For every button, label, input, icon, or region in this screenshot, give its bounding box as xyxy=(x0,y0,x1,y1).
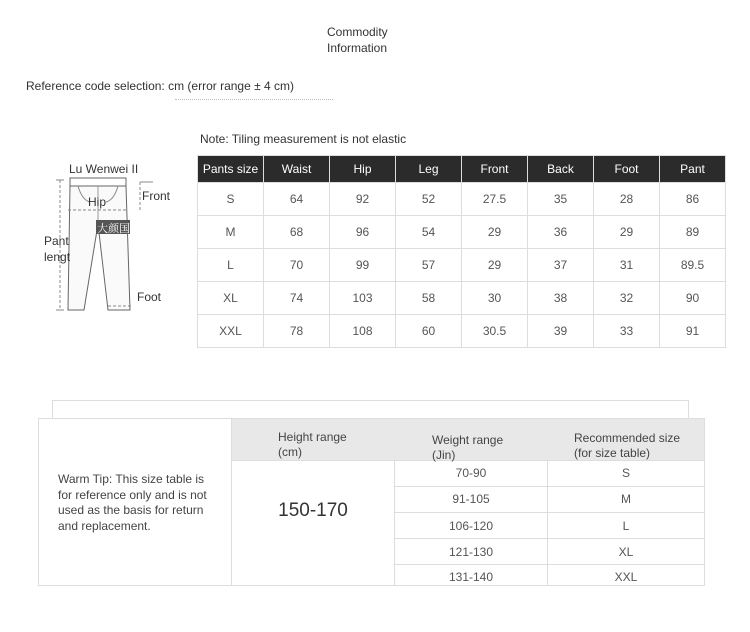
table-cell: 31 xyxy=(594,249,660,282)
size-table xyxy=(197,155,726,348)
warm-tip: Warm Tip: This size table is for reference only and is not used as the basis for return and replacement. xyxy=(58,472,207,533)
height-range-value: 150-170 xyxy=(278,500,348,521)
height-range-header xyxy=(278,430,347,460)
table-cell: 89.5 xyxy=(660,249,726,282)
weight-header-line-2: (Jin) xyxy=(432,448,456,462)
divider xyxy=(395,538,704,539)
table-cell: 58 xyxy=(396,282,462,315)
table-cell: 60 xyxy=(396,315,462,348)
table-cell: 37 xyxy=(528,249,594,282)
table-row xyxy=(198,249,726,282)
weight-cell: 106-120 xyxy=(448,519,494,533)
height-header-line-1: Height range xyxy=(278,430,347,444)
table-cell: 27.5 xyxy=(462,183,528,216)
header-front: Front xyxy=(462,156,528,183)
reference-note: Reference code selection: cm (error range ± 4 cm) xyxy=(26,79,295,93)
weight-range-header xyxy=(432,433,503,463)
table-cell: 52 xyxy=(396,183,462,216)
table-cell: 74 xyxy=(264,282,330,315)
page-title xyxy=(0,24,734,56)
table-cell: 29 xyxy=(594,216,660,249)
divider xyxy=(175,99,333,100)
weight-cell: 91-105 xyxy=(452,492,490,506)
header-leg: Leg xyxy=(396,156,462,183)
title-line-2: Information xyxy=(327,41,388,55)
table-cell: 103 xyxy=(330,282,396,315)
table-cell: 96 xyxy=(330,216,396,249)
table-cell: 54 xyxy=(396,216,462,249)
table-cell: 57 xyxy=(396,249,462,282)
header-hip: Hip xyxy=(330,156,396,183)
table-cell: 99 xyxy=(330,249,396,282)
size-table-header xyxy=(198,156,726,183)
header-pants-size: Pants size xyxy=(198,156,264,183)
illustration-label-foot: Foot xyxy=(137,290,162,304)
table-cell: 90 xyxy=(660,282,726,315)
size-cell: M xyxy=(621,492,631,506)
table-row xyxy=(198,216,726,249)
illustration-label-hip: Hip xyxy=(88,195,107,209)
size-cell: XXL xyxy=(614,570,638,584)
illustration-label-top: Lu Wenwei II xyxy=(69,162,139,176)
pants-illustration xyxy=(38,160,198,320)
table-cell: 36 xyxy=(528,216,594,249)
illustration-label-front: Front xyxy=(142,189,171,203)
header-back: Back xyxy=(528,156,594,183)
table-cell: L xyxy=(198,249,264,282)
table-cell: 78 xyxy=(264,315,330,348)
header-waist: Waist xyxy=(264,156,330,183)
illustration-label-length: lengt xyxy=(44,250,71,264)
table-row xyxy=(198,282,726,315)
table-cell: 30.5 xyxy=(462,315,528,348)
illustration-label-pant: Pant xyxy=(44,234,69,248)
table-cell: 70 xyxy=(264,249,330,282)
table-row xyxy=(198,315,726,348)
table-cell: 30 xyxy=(462,282,528,315)
header-pant: Pant xyxy=(660,156,726,183)
divider xyxy=(395,486,704,487)
divider xyxy=(395,512,704,513)
table-cell: 33 xyxy=(594,315,660,348)
table-cell: XXL xyxy=(198,315,264,348)
size-cell: L xyxy=(622,519,630,533)
tiling-note: Note: Tiling measurement is not elastic xyxy=(200,132,407,146)
table-cell: 38 xyxy=(528,282,594,315)
table-cell: 35 xyxy=(528,183,594,216)
weight-header-line-1: Weight range xyxy=(432,433,504,447)
header-foot: Foot xyxy=(594,156,660,183)
table-cell: 32 xyxy=(594,282,660,315)
table-cell: 29 xyxy=(462,249,528,282)
recommended-size-header xyxy=(574,431,680,461)
table-cell: 29 xyxy=(462,216,528,249)
height-header-line-2: (cm) xyxy=(278,445,302,459)
table-cell: XL xyxy=(198,282,264,315)
table-cell: S xyxy=(198,183,264,216)
weight-cell: 121-130 xyxy=(448,545,494,559)
table-cell: 91 xyxy=(660,315,726,348)
table-cell: 108 xyxy=(330,315,396,348)
table-row xyxy=(198,183,726,216)
table-cell: 39 xyxy=(528,315,594,348)
recommendation-top-tab xyxy=(52,400,689,419)
table-cell: 92 xyxy=(330,183,396,216)
table-cell: 86 xyxy=(660,183,726,216)
weight-cell: 70-90 xyxy=(455,466,487,480)
divider xyxy=(395,564,704,565)
size-cell: XL xyxy=(618,545,634,559)
table-cell: M xyxy=(198,216,264,249)
weight-cell: 131-140 xyxy=(448,570,494,584)
size-header-line-2: (for size table) xyxy=(574,446,651,460)
table-cell: 64 xyxy=(264,183,330,216)
size-header-line-1: Recommended size xyxy=(574,431,681,445)
table-cell: 68 xyxy=(264,216,330,249)
logo-patch-text: 大颜国 xyxy=(97,223,130,235)
title-line-1: Commodity xyxy=(327,25,388,39)
table-cell: 28 xyxy=(594,183,660,216)
size-cell: S xyxy=(621,466,630,480)
table-cell: 89 xyxy=(660,216,726,249)
